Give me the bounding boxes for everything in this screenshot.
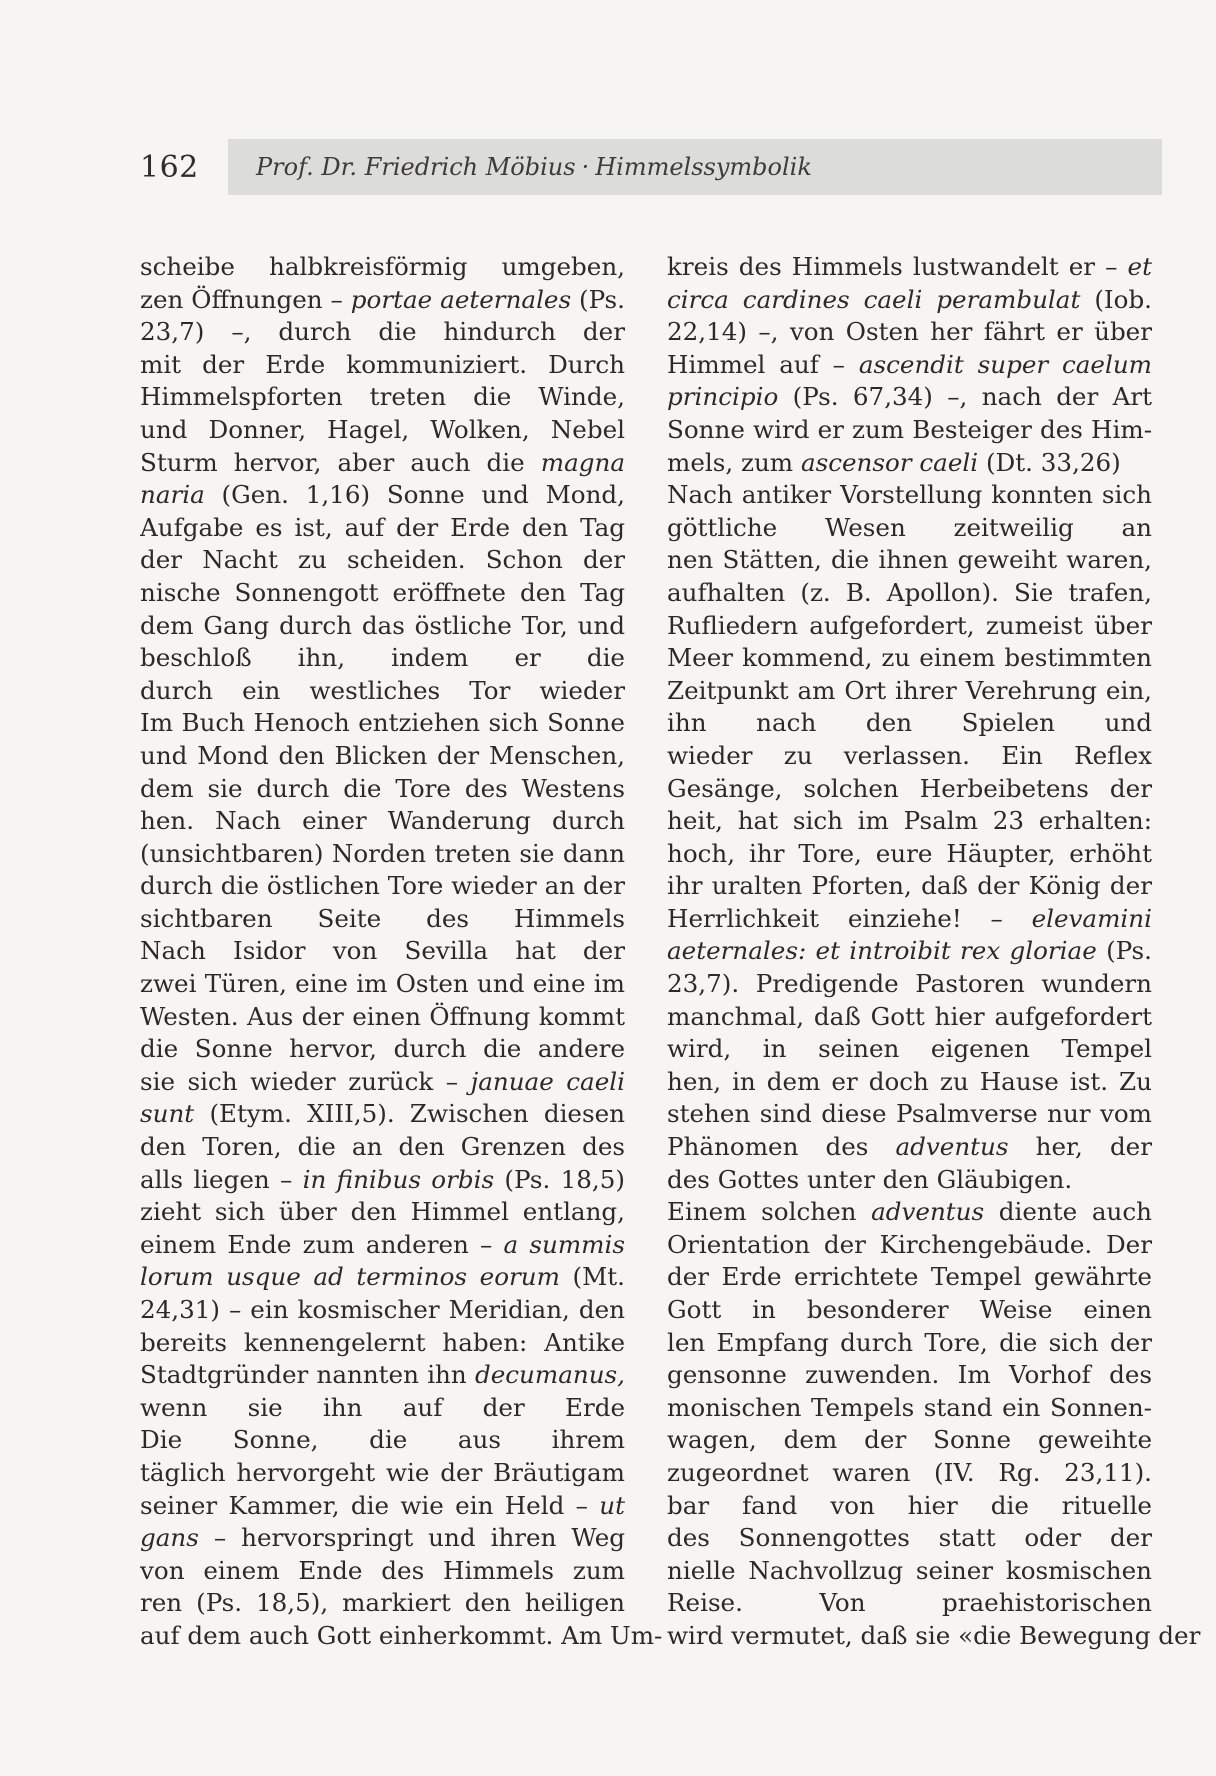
text-line bbox=[140, 1066, 625, 1099]
text-run: bar fand von hier die rituelle bbox=[667, 1490, 1152, 1520]
text-run: Westen. Aus der einen Öffnung kommt bbox=[140, 1001, 625, 1031]
text-line bbox=[140, 1229, 625, 1262]
text-run: (Dt. 33,26) bbox=[978, 447, 1121, 477]
text-run: sie sich wieder zurück – bbox=[140, 1066, 471, 1096]
text-line bbox=[140, 1327, 625, 1360]
text-line bbox=[140, 610, 625, 643]
text-line bbox=[667, 805, 1152, 838]
text-run: hen, in dem er doch zu Hause ist. Zu bbox=[667, 1066, 1152, 1096]
text-run: (unsichtbaren) Norden treten sie dann bbox=[140, 838, 625, 868]
text-line bbox=[667, 349, 1152, 382]
text-run: des Gottes unter den Gläubigen. bbox=[667, 1164, 1073, 1194]
text-line bbox=[667, 1327, 1152, 1360]
text-line bbox=[667, 1392, 1152, 1425]
text-run: (Ps. bbox=[571, 284, 625, 314]
text-run: monischen Tempels stand ein Sonnen- bbox=[667, 1392, 1152, 1422]
text-run: wagen, dem der Sonne geweihte bbox=[667, 1425, 1152, 1455]
text-line bbox=[140, 968, 625, 1001]
text-run: mels, zum bbox=[667, 447, 801, 477]
text-line bbox=[140, 1392, 625, 1425]
latin-quote: magna bbox=[540, 447, 625, 477]
text-run: gensonne zuwenden. Im Vorhof des bbox=[667, 1360, 1152, 1390]
text-run: nische Sonnengott eröffnete den Tag bbox=[140, 577, 625, 607]
text-run: zen Öffnungen – bbox=[140, 284, 351, 314]
text-line bbox=[667, 1261, 1152, 1294]
text-line bbox=[667, 414, 1152, 447]
text-run: Aufgabe es ist, auf der Erde den Tag bbox=[140, 512, 625, 542]
text-line bbox=[667, 1229, 1152, 1262]
text-run: Gott in besonderer Weise einen bbox=[667, 1295, 1152, 1324]
text-run: nielle Nachvollzug seiner kosmischen bbox=[667, 1555, 1152, 1585]
text-line bbox=[140, 1261, 625, 1294]
text-run: dem Gang durch das östliche Tor, und bbox=[140, 610, 625, 640]
running-head bbox=[140, 138, 1162, 196]
text-line bbox=[667, 740, 1152, 773]
text-run: wird, in seinen eigenen Tempel bbox=[667, 1034, 1152, 1064]
text-run: durch die östlichen Tore wieder an der bbox=[140, 871, 625, 901]
text-run: durch ein westliches Tor wieder bbox=[140, 675, 625, 705]
text-run: beschloß ihn, indem er die bbox=[140, 643, 625, 673]
text-line bbox=[667, 1196, 1152, 1229]
latin-quote: a summis bbox=[503, 1229, 625, 1259]
latin-quote: et bbox=[1127, 252, 1152, 281]
text-run: göttliche Wesen zeitweilig an bbox=[667, 512, 1152, 542]
text-run: (Mt. bbox=[559, 1262, 625, 1292]
text-line bbox=[667, 968, 1152, 1001]
text-run: mit der Erde kommuniziert. Durch bbox=[140, 349, 625, 379]
text-line bbox=[140, 903, 625, 936]
text-run: wenn sie ihn auf der Erde bbox=[140, 1392, 625, 1422]
text-run: (Iob. bbox=[1080, 284, 1152, 314]
latin-quote: elevamini bbox=[1031, 903, 1152, 933]
text-run: ihr uralten Pforten, daß der König der bbox=[667, 871, 1152, 901]
text-line bbox=[667, 447, 1152, 480]
text-line bbox=[140, 1522, 625, 1555]
text-run: zieht sich über den Himmel entlang, bbox=[140, 1197, 625, 1227]
text-line bbox=[140, 935, 625, 968]
text-run: hoch, ihr Tore, eure Häupter, erhöht bbox=[667, 838, 1152, 868]
text-run: des Sonnengottes statt oder der bbox=[667, 1523, 1152, 1553]
text-run: und Donner, Hagel, Wolken, Nebel bbox=[140, 414, 625, 444]
text-run: manchmal, daß Gott hier aufgefordert bbox=[667, 1001, 1152, 1031]
text-line bbox=[667, 1164, 1152, 1197]
text-line bbox=[140, 707, 625, 740]
text-run: Gesänge, solchen Herbeibetens der bbox=[667, 773, 1152, 803]
text-line bbox=[140, 740, 625, 773]
text-line bbox=[140, 838, 625, 871]
text-line bbox=[140, 1587, 625, 1620]
text-run: Phänomen des bbox=[667, 1132, 896, 1162]
text-line bbox=[140, 577, 625, 610]
text-run: sichtbaren Seite des Himmels bbox=[140, 903, 625, 933]
text-column-right bbox=[667, 251, 1201, 1653]
text-line bbox=[667, 642, 1152, 675]
text-line bbox=[667, 773, 1152, 806]
text-line bbox=[667, 1424, 1152, 1457]
text-run: ren (Ps. 18,5), markiert den heiligen bbox=[140, 1588, 625, 1618]
text-run: ihn nach den Spielen und bbox=[667, 708, 1152, 738]
text-line bbox=[667, 1098, 1152, 1131]
latin-quote: ut bbox=[599, 1490, 625, 1520]
header-author: Prof. Dr. Friedrich Möbius bbox=[256, 153, 576, 181]
text-run: Himmelspforten treten die Winde, bbox=[140, 382, 625, 412]
latin-quote: gans bbox=[140, 1523, 199, 1553]
text-run: stehen sind diese Psalmverse nur vom bbox=[667, 1099, 1152, 1129]
latin-quote: decumanus, bbox=[474, 1360, 625, 1390]
text-line bbox=[667, 1490, 1152, 1523]
text-line bbox=[140, 1131, 625, 1164]
text-line bbox=[140, 349, 625, 382]
text-run: dem sie durch die Tore des Westens bbox=[140, 773, 625, 803]
text-run: 23,7). Predigende Pastoren wundern bbox=[667, 969, 1152, 999]
page-number: 162 bbox=[140, 149, 199, 185]
text-line bbox=[140, 773, 625, 806]
text-run: zugeordnet waren (IV. Rg. 23,11). bbox=[667, 1457, 1152, 1487]
latin-quote: ascensor caeli bbox=[800, 447, 979, 477]
text-run: Nach Isidor von Sevilla hat der bbox=[140, 936, 625, 966]
text-line bbox=[667, 707, 1152, 740]
text-run: aufhalten (z. B. Apollon). Sie trafen, bbox=[667, 577, 1152, 607]
text-run: (Ps. 18,5) bbox=[504, 1164, 625, 1194]
text-line bbox=[667, 381, 1152, 414]
latin-quote: naria bbox=[140, 480, 205, 510]
text-run: Himmel auf – bbox=[667, 349, 859, 379]
text-line bbox=[667, 577, 1152, 610]
text-line bbox=[140, 1294, 625, 1327]
text-run: Einem solchen bbox=[667, 1197, 872, 1227]
text-line bbox=[140, 414, 625, 447]
text-line bbox=[667, 1131, 1152, 1164]
header-separator: · bbox=[581, 153, 590, 181]
text-run: Reise. Von praehistorischen bbox=[667, 1588, 1152, 1618]
text-line bbox=[667, 284, 1152, 317]
text-run: wird vermutet, daß sie «die Bewegung der bbox=[667, 1620, 1201, 1650]
text-line bbox=[667, 512, 1152, 545]
text-run: hen. Nach einer Wanderung durch bbox=[140, 806, 625, 836]
text-line bbox=[667, 316, 1152, 349]
text-run: 24,31) – ein kosmischer Meridian, den bbox=[140, 1295, 625, 1324]
text-run: und Mond den Blicken der Menschen, bbox=[140, 740, 625, 770]
latin-quote: lorum usque ad terminos eorum bbox=[140, 1262, 560, 1292]
text-line bbox=[140, 284, 625, 317]
text-run: (Etym. XIII,5). Zwischen diesen bbox=[209, 1099, 625, 1129]
text-line bbox=[140, 544, 625, 577]
text-line bbox=[667, 1359, 1152, 1392]
text-run: kreis des Himmels lustwandelt er – bbox=[667, 252, 1128, 281]
text-run: 23,7) –, durch die hindurch der bbox=[140, 317, 625, 347]
text-line bbox=[667, 479, 1152, 512]
text-run: Sturm hervor, aber auch die bbox=[140, 447, 541, 477]
latin-quote: principio bbox=[667, 382, 779, 412]
text-line bbox=[667, 1555, 1152, 1588]
text-run: die Sonne hervor, durch die andere bbox=[140, 1034, 625, 1064]
text-run: Stadtgründer nannten ihn bbox=[140, 1360, 475, 1390]
text-line bbox=[140, 675, 625, 708]
text-run: der Nacht zu scheiden. Schon der bbox=[140, 545, 625, 575]
text-line bbox=[667, 675, 1152, 708]
text-run: wieder zu verlassen. Ein Reflex bbox=[667, 740, 1152, 770]
text-line bbox=[140, 870, 625, 903]
text-line bbox=[140, 1620, 663, 1653]
text-line bbox=[140, 316, 625, 349]
text-run: Sonne wird er zum Besteiger des Him- bbox=[667, 414, 1152, 444]
text-line bbox=[140, 1196, 625, 1229]
text-run: (Ps. bbox=[1096, 936, 1152, 966]
text-run: seiner Kammer, die wie ein Held – bbox=[140, 1490, 600, 1520]
latin-quote: januae caeli bbox=[470, 1066, 625, 1096]
text-line bbox=[667, 1620, 1201, 1653]
text-run: zwei Türen, eine im Osten und eine im bbox=[140, 969, 625, 999]
text-run: Herrlichkeit einziehe! – bbox=[667, 903, 1032, 933]
text-line bbox=[140, 381, 625, 414]
text-run: len Empfang durch Tore, die sich der bbox=[667, 1327, 1152, 1357]
latin-quote: adventus bbox=[871, 1197, 985, 1227]
text-run: 22,14) –, von Osten her fährt er über bbox=[667, 317, 1152, 347]
text-line bbox=[667, 1587, 1152, 1620]
text-run: Zeitpunkt am Ort ihrer Verehrung ein, bbox=[667, 675, 1152, 705]
text-line bbox=[667, 610, 1152, 643]
text-line bbox=[140, 1555, 625, 1588]
latin-quote: circa cardines caeli perambulat bbox=[667, 284, 1081, 314]
text-run: scheibe halbkreisförmig umgeben, bbox=[140, 252, 625, 281]
text-line bbox=[140, 805, 625, 838]
text-line bbox=[667, 1066, 1152, 1099]
text-line bbox=[667, 1294, 1152, 1327]
text-line bbox=[140, 1098, 625, 1131]
text-line bbox=[667, 935, 1152, 968]
text-line bbox=[140, 479, 625, 512]
text-line bbox=[140, 447, 625, 480]
text-line bbox=[667, 838, 1152, 871]
text-line bbox=[667, 251, 1152, 284]
text-line bbox=[140, 512, 625, 545]
text-run: täglich hervorgeht wie der Bräutigam bbox=[140, 1457, 625, 1487]
text-run: Rufliedern aufgefordert, zumeist über bbox=[667, 610, 1152, 640]
text-line bbox=[140, 251, 625, 284]
text-run: auf dem auch Gott einherkommt. Am Um- bbox=[140, 1620, 663, 1650]
text-run: her, der bbox=[1035, 1132, 1152, 1162]
text-run: den Toren, die an den Grenzen des bbox=[140, 1132, 625, 1162]
latin-quote: adventus bbox=[895, 1132, 1009, 1162]
text-run: diente auch bbox=[998, 1197, 1152, 1227]
text-run: der Erde errichtete Tempel gewährte bbox=[667, 1262, 1152, 1292]
text-run: von einem Ende des Himmels zum bbox=[140, 1555, 625, 1585]
text-run: Meer kommend, zu einem bestimmten bbox=[667, 643, 1152, 673]
text-run: Nach antiker Vorstellung konnten sich bbox=[667, 480, 1152, 510]
latin-quote: aeternales: et introibit rex gloriae bbox=[667, 936, 1097, 966]
text-line bbox=[667, 1001, 1152, 1034]
text-run: (Gen. 1,16) Sonne und Mond, bbox=[221, 480, 625, 510]
text-line bbox=[667, 903, 1152, 936]
latin-quote: sunt bbox=[140, 1099, 195, 1129]
header-title: Himmelssymbolik bbox=[595, 153, 812, 181]
latin-quote: ascendit super caelum bbox=[858, 349, 1152, 379]
text-line bbox=[140, 1033, 625, 1066]
text-run: bereits kennengelernt haben: Antike bbox=[140, 1327, 625, 1357]
text-run: alls liegen – bbox=[140, 1164, 303, 1194]
text-column-left bbox=[140, 251, 663, 1653]
text-line bbox=[667, 1522, 1152, 1555]
text-run: Orientation der Kirchengebäude. Der bbox=[667, 1229, 1152, 1259]
text-line bbox=[140, 1001, 625, 1034]
text-line bbox=[140, 1164, 625, 1197]
text-run: nen Stätten, die ihnen geweiht waren, bbox=[667, 545, 1152, 575]
text-line bbox=[667, 544, 1152, 577]
text-run: heit, hat sich im Psalm 23 erhalten: bbox=[667, 806, 1152, 836]
text-line bbox=[140, 1359, 625, 1392]
text-line bbox=[140, 1424, 625, 1457]
text-line bbox=[667, 1457, 1152, 1490]
text-run: – hervorspringt und ihren Weg bbox=[213, 1523, 625, 1553]
text-line bbox=[140, 1490, 625, 1523]
text-run: einem Ende zum anderen – bbox=[140, 1229, 504, 1259]
latin-quote: portae aeternales bbox=[350, 284, 572, 314]
text-run: Die Sonne, die aus ihrem bbox=[140, 1425, 625, 1455]
text-run: Im Buch Henoch entziehen sich Sonne bbox=[140, 708, 625, 738]
header-band bbox=[228, 139, 1162, 195]
text-line bbox=[140, 642, 625, 675]
text-line bbox=[140, 1457, 625, 1490]
text-line bbox=[667, 1033, 1152, 1066]
text-run: (Ps. 67,34) –, nach der Art bbox=[792, 382, 1152, 412]
text-line bbox=[667, 870, 1152, 903]
latin-quote: in finibus orbis bbox=[302, 1164, 495, 1194]
